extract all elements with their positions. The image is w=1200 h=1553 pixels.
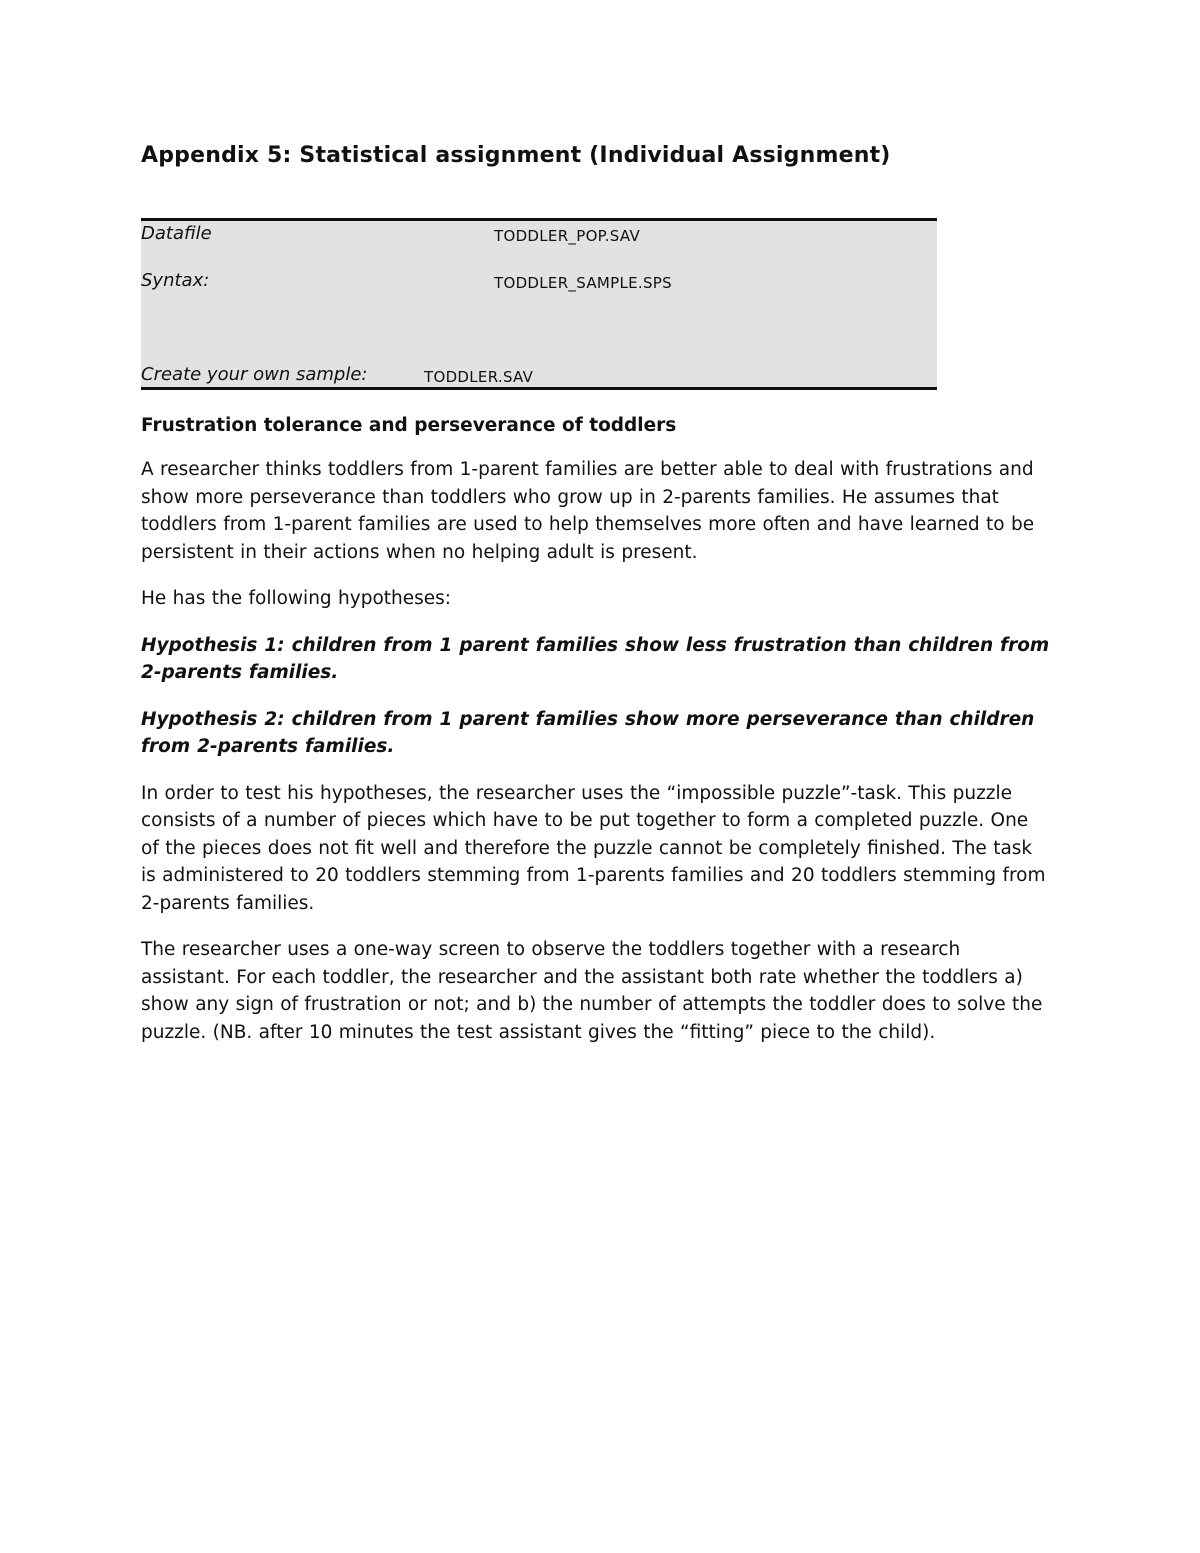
- hypotheses-intro-paragraph: He has the following hypotheses:: [141, 588, 452, 609]
- file-info-box: [141, 218, 937, 390]
- section-title: Frustration tolerance and perseverance of toddlers: [141, 415, 677, 436]
- datafile-value: TODDLER_POP.SAV: [494, 227, 641, 245]
- intro-paragraph: A researcher thinks toddlers from 1-parent families are better able to deal with frustrations and show more perseverance than toddlers who grow up in 2-parents families. He assumes that toddlers from 1-parent families are used to help themselves more often and have learned to be persistent in their actions when no helping adult is present.: [141, 459, 1035, 563]
- datafile-label: Datafile: [141, 223, 212, 244]
- sample-label: Create your own sample:: [141, 364, 368, 385]
- document-page: [141, 138, 1051, 1043]
- syntax-value: TODDLER_SAMPLE.SPS: [494, 274, 672, 292]
- procedure-paragraph: The researcher uses a one-way screen to observe the toddlers together with a research assistant. For each toddler, the researcher and the assistant both rate whether the toddlers a) show any sign of frustration or not; and b) the number of attempts the toddler does to solve the puzzle. (NB. after 10 minutes the test assistant gives the “fitting” piece to the child).: [141, 939, 1043, 1043]
- document-body: [141, 456, 1051, 1065]
- syntax-label: Syntax:: [141, 270, 210, 291]
- method-paragraph: In order to test his hypotheses, the researcher uses the “impossible puzzle”-task. This puzzle consists of a number of pieces which have to be put together to form a completed puzzle. One of the pieces does not fit well and therefore the puzzle cannot be completely finished. The task is administered to 20 toddlers stemming from 1-parents families and 20 toddlers stemming from 2-parents families.: [141, 782, 1046, 914]
- page-title: Appendix 5: Statistical assignment (Individual Assignment): [141, 143, 891, 168]
- hypothesis-1: Hypothesis 1: children from 1 parent families show less frustration than children from 2-parents families.: [141, 634, 1050, 683]
- sample-value: TODDLER.SAV: [424, 368, 534, 386]
- hypothesis-2: Hypothesis 2: children from 1 parent families show more perseverance than children from 2-parents families.: [141, 708, 1035, 757]
